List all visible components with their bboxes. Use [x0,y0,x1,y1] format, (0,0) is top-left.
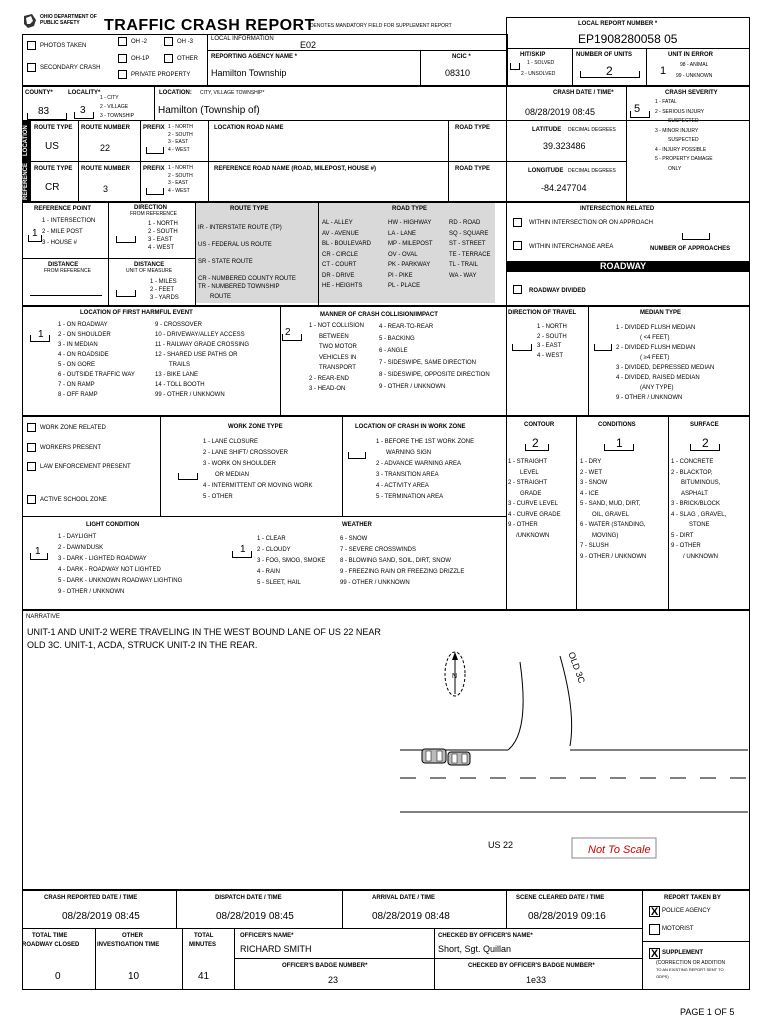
ref-point-value[interactable]: 1 [32,228,38,239]
reported-value[interactable]: 08/28/2019 08:45 [62,911,140,922]
unit-1-vehicle-icon [422,749,446,763]
first-harmful-bracket [30,335,50,342]
road-type-col3: RD - ROAD SQ - SQUARE ST - STREET TE - TERRACE TL - TRAIL WA - WAY [449,220,491,279]
light-condition-value[interactable]: 1 [35,546,41,557]
total-minutes-sublabel: MINUTES [189,942,216,948]
manner-bracket [282,334,302,341]
contour-bracket [525,444,549,451]
ref-prefix-options: 1 - NORTH 2 - SOUTH 3 - EAST 4 - WEST [168,165,193,194]
loc-route-number-label: ROUTE NUMBER [81,125,130,131]
unit-error-99: 99 - UNKNOWN [676,73,713,79]
ref-route-number-label: ROUTE NUMBER [81,166,130,172]
workzone-type-label: WORK ZONE TYPE [228,424,283,430]
photos-taken-label: PHOTOS TAKEN [40,43,87,49]
loc-prefix-label: PREFIX [143,125,165,131]
private-property-label: PRIVATE PROPERTY [131,72,191,78]
hitskip-label: HIT/SKIP [520,52,546,58]
officer-name-label: OFFICER'S NAME* [240,933,294,939]
dir-travel-field[interactable] [512,344,532,351]
reporting-agency-label: REPORTING AGENCY NAME * [211,54,298,60]
ref-point-bracket [28,235,42,242]
locality-option-1: 1 - CITY [100,95,119,101]
ref-point-options: 1 - INTERSECTION 2 - MILE POST 3 - HOUSE # [42,218,96,246]
local-report-value[interactable]: EP1908280058 05 [578,32,678,46]
intersection-related-label: INTERSECTION RELATED [580,206,655,212]
first-harmful-value[interactable]: 1 [38,329,44,340]
loc-route-type-label: ROUTE TYPE [34,125,73,131]
loc-prefix-field[interactable] [146,147,164,154]
dispatch-label: DISPATCH DATE / TIME [215,895,282,901]
cleared-label: SCENE CLEARED DATE / TIME [516,895,605,901]
county-bracket [27,113,67,120]
roadway-divided-checkbox[interactable] [513,285,522,294]
school-zone-checkbox[interactable] [27,495,36,504]
road-type-title: ROAD TYPE [392,206,428,212]
severity-label: CRASH SEVERITY [665,90,718,96]
workzone-type-options: 1 - LANE CLOSURE 2 - LANE SHIFT/ CROSSOVER 3 - WORK ON SHOULDER OR MEDIAN 4 - INTERMITTENT OR MOVING WORK 5 - OTHER [203,439,313,500]
motorist-checkbox[interactable] [649,924,660,935]
badge-label: OFFICER'S BADGE NUMBER* [282,963,368,969]
latitude-sublabel: DECIMAL DEGREES [568,127,616,133]
num-approaches-field[interactable] [682,233,710,240]
roadway-banner-label: ROADWAY [600,261,647,271]
num-units-value[interactable]: 2 [606,64,613,78]
distance-sublabel: FROM REFERENCE [44,268,91,274]
longitude-label: LONGITUDE [528,168,564,174]
manner-label: MANNER OF CRASH COLLISION/IMPACT [320,312,438,318]
page-number: PAGE 1 OF 5 [680,1007,735,1017]
motorist-label: MOTORIST [662,926,694,932]
light-condition-label: LIGHT CONDITION [86,522,140,528]
ncic-value[interactable]: 08310 [445,68,471,78]
total-time-value[interactable]: 0 [55,971,61,982]
school-zone-label: ACTIVE SCHOOL ZONE [40,497,107,503]
badge-value[interactable]: 23 [328,975,339,985]
arrival-label: ARRIVAL DATE / TIME [372,895,435,901]
conditions-options: 1 - DRY 2 - WET 3 - SNOW 4 - ICE 5 - SAND, MUD, DIRT, OIL, GRAVEL 6 - WATER (STANDING, MOVING) 7 - SLUSH 9 - OTHER / UNKNOWN [580,459,647,560]
other-checkbox[interactable] [164,54,173,63]
route-type-option-5: TR - NUMBERED TOWNSHIP [198,284,280,290]
private-property-checkbox[interactable] [118,70,127,79]
total-time-sublabel: ROADWAY CLOSED [22,942,80,948]
severity-value[interactable]: 5 [634,103,641,115]
dir-travel-label: DIRECTION OF TRAVEL [508,310,577,316]
supplement-note-2: TO AN EXISTING REPORT SENT TO [656,967,724,972]
workzone-location-label: LOCATION OF CRASH IN WORK ZONE [355,424,466,430]
conditions-value[interactable]: 1 [616,436,623,450]
workzone-location-options: 1 - BEFORE THE 1ST WORK ZONE WARNING SIGN 2 - ADVANCE WARNING AREA 3 - TRANSITION AREA 4 - ACTIVITY AREA 5 - TERMINATION AREA [376,439,475,500]
local-report-label: LOCAL REPORT NUMBER * [578,21,658,27]
location-value[interactable]: Hamilton (Township of) [158,105,260,116]
oh3-checkbox[interactable] [164,37,173,46]
oh2-checkbox[interactable] [118,37,127,46]
checked-badge-label: CHECKED BY OFFICER'S BADGE NUMBER* [468,963,595,969]
location-section [22,86,750,202]
road-type-col2: HW - HIGHWAY LA - LANE MP - MILEPOST OV - OVAL PK - PARKWAY PI - PIKE PL - PLACE [388,220,433,289]
ref-prefix-field[interactable] [146,188,164,195]
unit-error-value[interactable]: 1 [660,65,667,77]
local-info-value[interactable]: E02 [300,40,317,50]
severity-bracket [630,111,650,118]
first-harmful-col1: 1 - ON ROADWAY 2 - ON SHOULDER 3 - IN MEDIAN 4 - ON ROADSIDE 5 - ON GORE 6 - OUTSIDE TRAFFIC WAY 7 - ON RAMP 8 - OFF RAMP [58,322,135,398]
contour-value[interactable]: 2 [532,436,539,450]
other-inv-label: OTHER [122,933,143,939]
law-enforcement-checkbox[interactable] [27,462,36,471]
hitskip-field[interactable] [510,63,520,70]
crash-date-label: CRASH DATE / TIME* [553,90,614,96]
us22-label: US 22 [488,840,514,850]
surface-label: SURFACE [690,422,719,428]
median-type-options: 1 - DIVIDED FLUSH MEDIAN ( <4 FEET) 2 - DIVIDED FLUSH MEDIAN ( ≥4 FEET) 3 - DIVIDED, DEPRESSED MEDIAN 4 - DIVIDED, RAISED MEDIAN (ANY TYPE) 9 - OTHER / UNKNOWN [616,325,715,401]
surface-value[interactable]: 2 [702,436,709,450]
unit-error-label: UNIT IN ERROR [668,52,713,58]
loc-road-type-label: ROAD TYPE [455,125,491,131]
workzone-related-label: WORK ZONE RELATED [40,425,106,431]
workers-present-checkbox[interactable] [27,443,36,452]
oh2-label: OH -2 [131,39,148,45]
direction-sublabel: FROM REFERENCE [130,211,177,217]
num-units-label: NUMBER OF UNITS [576,52,632,58]
county-label: COUNTY* [25,90,53,96]
workzone-location-field[interactable] [348,452,366,459]
within-intersection-checkbox[interactable] [513,218,522,227]
oh1p-checkbox[interactable] [118,54,127,63]
ncic-label: NCIC * [452,54,471,60]
old-3c-label: OLD 3C [566,650,587,685]
num-approaches-label: NUMBER OF APPROACHES [650,246,731,252]
num-units-bracket [580,71,640,78]
longitude-value[interactable]: -84.247704 [541,183,587,193]
weather-bracket [232,551,252,558]
crash-diagram [380,612,748,888]
checked-badge-value[interactable]: 1e33 [526,975,547,985]
ref-route-number-value[interactable]: 3 [103,184,109,194]
weather-value[interactable]: 1 [240,544,246,555]
distance-label: DISTANCE [48,262,79,268]
ref-point-label: REFERENCE POINT [34,206,92,212]
other-inv-value[interactable]: 10 [128,971,140,982]
odps-logo [22,12,102,34]
police-agency-checkbox[interactable]: X [650,906,659,918]
secondary-crash-label: SECONDARY CRASH [40,65,101,71]
contour-label: CONTOUR [524,422,555,428]
locality-value[interactable]: 3 [80,105,86,116]
workzone-related-checkbox[interactable] [27,423,36,432]
manner-col2: 4 - REAR-TO-REAR 5 - BACKING 6 - ANGLE 7 - SIDESWIPE, SAME DIRECTION 8 - SIDESWIPE, OPPOSITE DIRECTION 9 - OTHER / UNKNOWN [379,324,490,390]
other-inv-sublabel: INVESTIGATION TIME [97,942,160,948]
narrative-line-2[interactable]: OLD 3C. UNIT-1, ACDA, STRUCK UNIT-2 IN THE REAR. [27,640,258,650]
oh1p-label: OH-1P [131,56,150,62]
route-type-option-5b: ROUTE [210,294,231,300]
within-intersection-label: WITHIN INTERSECTION OR ON APPROACH [529,220,654,226]
roadway-divided-label: ROADWAY DIVIDED [529,288,586,294]
unit-error-98: 98 - ANIMAL [680,62,709,68]
distance-unit-options: 1 - MILES 2 - FEET 3 - YARDS [150,279,179,301]
route-type-options: IR - INTERSTATE ROUTE (TP) US - FEDERAL US ROUTE SR - STATE ROUTE CR - NUMBERED COUNTY ROUTE [198,225,296,282]
unit-2-vehicle-icon [448,752,470,765]
weather-col2: 6 - SNOW 7 - SEVERE CROSSWINDS 8 - BLOWING SAND, SOIL, DIRT, SNOW 9 - FREEZING RAIN OR FREEZING DRIZZLE 99 - OTHER / UNKNOWN [340,536,465,586]
dir-travel-options: 1 - NORTH 2 - SOUTH 3 - EAST 4 - WEST [537,324,567,359]
total-minutes-value[interactable]: 41 [198,971,210,982]
law-enforcement-label: LAW ENFORCEMENT PRESENT [40,464,131,470]
loc-route-number-value[interactable]: 22 [100,143,111,153]
severity-options: 1 - FATAL 2 - SERIOUS INJURY SUSPECTED 3 - MINOR INJURY SUSPECTED 4 - INJURY POSSIBLE 5 - PROPERTY DAMAGE ONLY [655,99,713,172]
surface-bracket [690,444,720,451]
road-type-col1: AL - ALLEY AV - AVENUE BL - BOULEVARD CR - CIRCLE CT - COURT DR - DRIVE HE - HEIGHTS [322,220,372,289]
ref-prefix-label: PREFIX [143,166,165,172]
cleared-value[interactable]: 08/28/2019 09:16 [528,911,606,922]
location-sublabel: CITY, VILLAGE TOWNSHIP* [200,90,265,96]
reported-label: CRASH REPORTED DATE / TIME [44,895,138,901]
supplement-note-3: ODPS) [656,974,669,979]
ref-route-type-value[interactable]: CR [45,182,60,193]
narrative-line-1[interactable]: UNIT-1 AND UNIT-2 WERE TRAVELING IN THE WEST BOUND LANE OF US 22 NEAR [27,627,381,637]
other-label: OTHER [177,56,198,62]
conditions-label: CONDITIONS [598,422,636,428]
checked-by-label: CHECKED BY OFFICER'S NAME* [438,933,533,939]
loc-prefix-options: 1 - NORTH 2 - SOUTH 3 - EAST 4 - WEST [168,124,193,153]
supplement-label: SUPPLEMENT [662,950,704,956]
median-type-field[interactable] [594,344,612,351]
north-label: N [452,673,458,680]
oh3-label: OH -3 [177,39,194,45]
total-time-label: TOTAL TIME [32,933,68,939]
page-title: TRAFFIC CRASH REPORT [104,17,315,34]
distance-unit-field[interactable] [116,290,136,297]
locality-option-2: 2 - VILLAGE [100,104,129,110]
hitskip-option-2: 2 - UNSOLVED [521,71,556,77]
direction-field[interactable] [116,236,136,243]
direction-label: DIRECTION [134,205,167,211]
crash-date-value[interactable]: 08/28/2019 08:45 [525,107,596,117]
secondary-crash-checkbox[interactable] [27,63,36,72]
locality-bracket [74,112,94,119]
loc-road-name-label: LOCATION ROAD NAME [214,125,284,131]
distance-unit-label: DISTANCE [134,262,165,268]
light-condition-options: 1 - DAYLIGHT 2 - DAWN/DUSK 3 - DARK - LIGHTED ROADWAY 4 - DARK - ROADWAY NOT LIGHTED 5 - DARK - UNKNOWN ROADWAY LIGHTING 9 - OTHER / UNKNOWN [58,534,183,595]
ref-road-type-label: ROAD TYPE [455,166,491,172]
weather-col1: 1 - CLEAR 2 - CLOUDY 3 - FOG, SMOG, SMOKE 4 - RAIN 5 - SLEET, HAIL [257,536,326,586]
latitude-value[interactable]: 39.323486 [543,141,586,151]
direction-options: 1 - NORTH 2 - SOUTH 3 - EAST 4 - WEST [148,221,178,251]
longitude-sublabel: DECIMAL DEGREES [568,168,616,174]
supplement-note-1: (CORRECTION OR ADDITION [656,960,726,966]
not-to-scale-label: Not To Scale [588,844,651,856]
locality-option-3: 3 - TOWNSHIP [100,113,134,119]
weather-label: WEATHER [342,522,372,528]
first-harmful-col2: 9 - CROSSOVER 10 - DRIVEWAY/ALLEY ACCESS 11 - RAILWAY GRADE CROSSING 12 - SHARED USE PATHS OR TRAILS 13 - BIKE LANE 14 - TOLL BOOTH 99 - OTHER / UNKNOWN [155,322,250,398]
workzone-type-field[interactable] [178,473,198,480]
narrative-label: NARRATIVE [26,614,60,620]
first-harmful-label: LOCATION OF FIRST HARMFUL EVENT [80,310,193,316]
side-label-location: LOCATION [22,120,31,161]
checked-by-value[interactable]: Short, Sgt. Quillan [438,944,512,954]
latitude-label: LATITUDE [532,127,562,133]
locality-label: LOCALITY* [68,90,101,96]
local-info-label: LOCAL INFORMATION [211,36,274,42]
dispatch-value[interactable]: 08/28/2019 08:45 [216,911,294,922]
median-type-label: MEDIAN TYPE [640,310,682,316]
mandatory-note: *DENOTES MANDATORY FIELD FOR SUPPLEMENT REPORT [308,23,452,29]
contour-options: 1 - STRAIGHT LEVEL 2 - STRAIGHT GRADE 3 - CURVE LEVEL 4 - CURVE GRADE 9 - OTHER /UNKNOWN [508,459,561,539]
within-interchange-label: WITHIN INTERCHANGE AREA [529,244,614,250]
within-interchange-checkbox[interactable] [513,241,522,250]
route-type-title: ROUTE TYPE [230,206,269,212]
workers-present-label: WORKERS PRESENT [40,445,102,451]
surface-options: 1 - CONCRETE 2 - BLACKTOP, BITUMINOUS, ASPHALT 3 - BRICK/BLOCK 4 - SLAG , GRAVEL, STONE 5 - DIRT 9 - OTHER / UNKNOWN [671,459,727,560]
light-condition-bracket [30,553,48,560]
photos-taken-checkbox[interactable] [27,41,36,50]
manner-col1: 1 - NOT COLLISION BETWEEN TWO MOTOR VEHICLES IN TRANSPORT 2 - REAR-END 3 - HEAD-ON [309,323,364,392]
reporting-agency-value[interactable]: Hamilton Township [211,68,287,78]
ref-road-name-label: REFERENCE ROAD NAME (ROAD, MILEPOST, HOUSE #) [214,166,377,172]
police-agency-label: POLICE AGENCY [662,908,711,914]
loc-route-type-value[interactable]: US [45,141,59,152]
logo-text: OHIO DEPARTMENT OF PUBLIC SAFETY [40,14,97,26]
officer-name-value[interactable]: RICHARD SMITH [240,944,312,954]
conditions-bracket [604,444,634,451]
arrival-value[interactable]: 08/28/2019 08:48 [372,911,450,922]
report-taken-label: REPORT TAKEN BY [664,895,721,901]
county-value[interactable]: 83 [38,106,50,117]
supplement-checkbox[interactable]: X [650,948,659,960]
distance-unit-sublabel: UNIT OF MEASURE [126,268,173,274]
manner-value[interactable]: 2 [285,327,291,338]
total-minutes-label: TOTAL [194,933,214,939]
side-label-reference: REFERENCE [23,163,29,201]
location-label: LOCATION: [159,90,192,96]
ref-route-type-label: ROUTE TYPE [34,166,73,172]
hitskip-option-1: 1 - SOLVED [527,60,555,66]
